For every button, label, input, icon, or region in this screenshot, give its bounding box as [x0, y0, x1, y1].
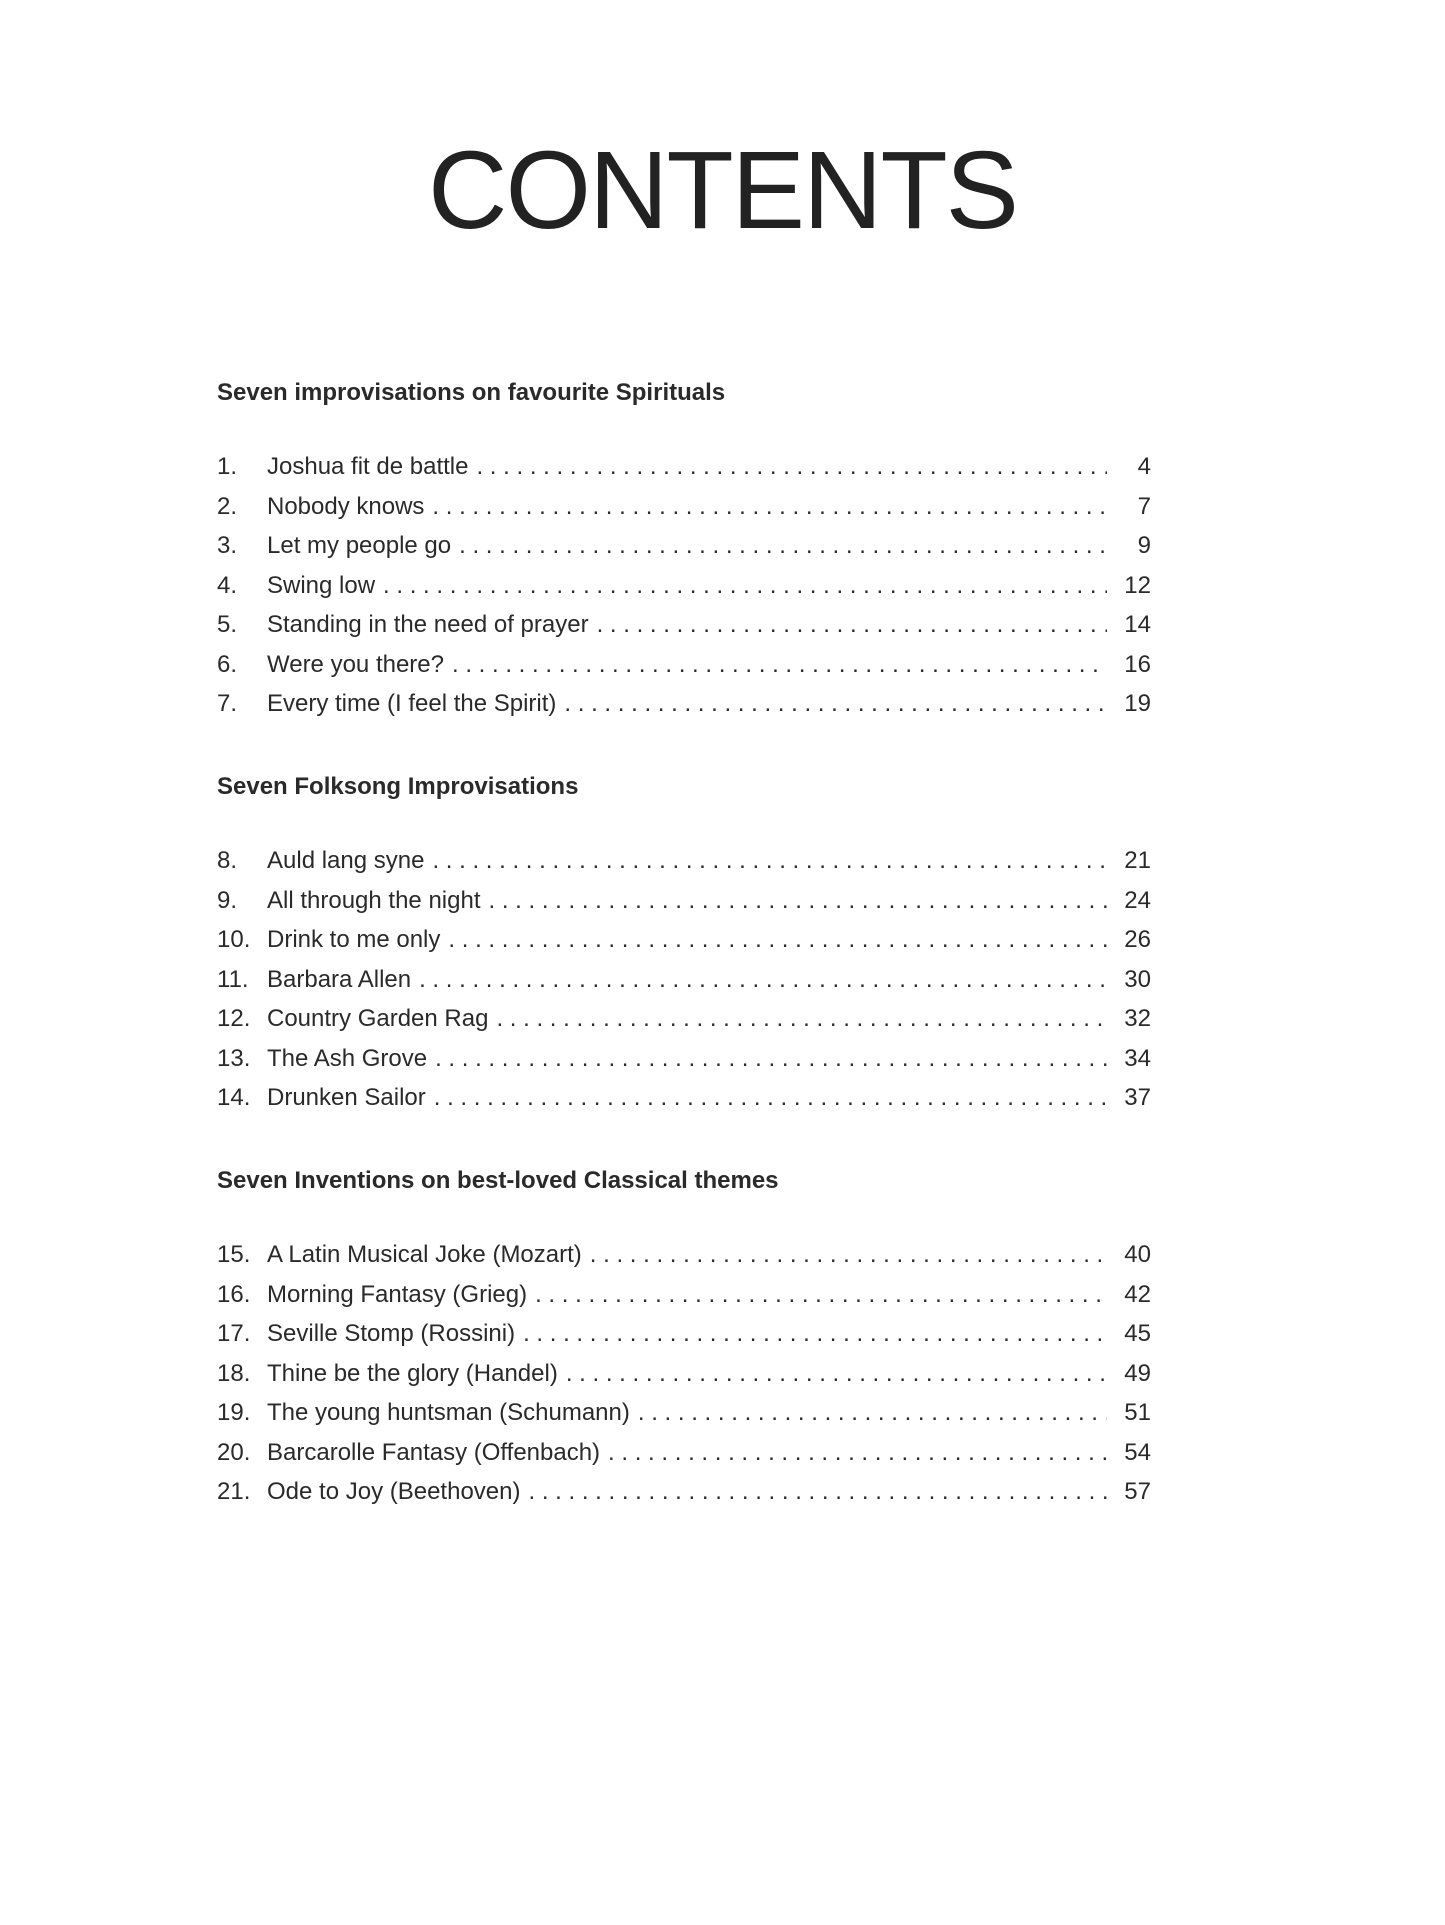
entry-page-number: 57 — [1124, 1478, 1151, 1505]
entry-page-number: 30 — [1124, 965, 1151, 993]
entry-list — [217, 447, 1151, 724]
dot-leader — [432, 841, 1107, 881]
entry-page-number: 45 — [1124, 1320, 1151, 1347]
entry-title: Country Garden Rag — [267, 1005, 489, 1032]
entry-number: 7. — [217, 690, 238, 717]
toc-entry[interactable] — [217, 447, 1151, 487]
section-heading: Seven improvisations on favourite Spirituals — [217, 379, 726, 406]
dot-leader — [448, 920, 1107, 960]
dot-leader — [432, 487, 1107, 527]
entry-title: Joshua fit de battle — [267, 453, 469, 480]
entry-page-number: 16 — [1124, 650, 1151, 678]
dot-leader — [434, 1078, 1107, 1118]
entry-number: 4. — [217, 571, 238, 599]
entry-page-number: 21 — [1124, 847, 1151, 874]
toc-entry[interactable] — [217, 1275, 1151, 1315]
entry-page-number: 19 — [1124, 690, 1151, 717]
entry-title: A Latin Musical Joke (Mozart) — [267, 1241, 582, 1268]
section-heading: Seven Inventions on best-loved Classical themes — [217, 1167, 779, 1194]
dot-leader — [435, 1039, 1107, 1079]
dot-leader — [523, 1314, 1107, 1354]
toc-entry[interactable] — [217, 487, 1151, 527]
entry-page-number: 14 — [1124, 611, 1151, 638]
entry-page-number: 7 — [1137, 492, 1151, 520]
entry-number: 14. — [217, 1084, 251, 1111]
entry-number: 13. — [217, 1044, 251, 1072]
entry-title: Morning Fantasy (Grieg) — [267, 1280, 528, 1308]
dot-leader — [638, 1393, 1107, 1433]
entry-title: Standing in the need of prayer — [267, 611, 589, 638]
section-heading: Seven Folksong Improvisations — [217, 773, 579, 800]
entry-number: 9. — [217, 886, 238, 914]
dot-leader — [496, 999, 1107, 1039]
toc-entry[interactable] — [217, 1472, 1151, 1512]
toc-entry[interactable] — [217, 841, 1151, 881]
entry-page-number: 51 — [1124, 1399, 1151, 1426]
entry-number: 10. — [217, 926, 251, 953]
toc-entry[interactable] — [217, 1039, 1151, 1079]
dot-leader — [488, 881, 1107, 921]
entry-number: 11. — [217, 965, 249, 993]
entry-number: 19. — [217, 1399, 251, 1426]
toc-entry[interactable] — [217, 645, 1151, 685]
entry-number: 2. — [217, 492, 238, 520]
entry-title: Swing low — [267, 571, 376, 599]
entry-title: All through the night — [267, 886, 481, 914]
toc-entry[interactable] — [217, 605, 1151, 645]
entry-title: The Ash Grove — [267, 1044, 428, 1072]
entry-number: 15. — [217, 1241, 251, 1268]
toc-entry[interactable] — [217, 999, 1151, 1039]
entry-number: 3. — [217, 532, 238, 559]
section-folksongs — [217, 771, 1151, 1118]
entry-title: Thine be the glory (Handel) — [267, 1359, 558, 1387]
entry-page-number: 40 — [1124, 1241, 1151, 1268]
dot-leader — [476, 447, 1107, 487]
dot-leader — [564, 684, 1107, 724]
dot-leader — [419, 960, 1107, 1000]
dot-leader — [383, 566, 1107, 606]
toc-entry[interactable] — [217, 1393, 1151, 1433]
page-title: CONTENTS — [428, 128, 1017, 252]
entry-page-number: 54 — [1124, 1438, 1151, 1466]
entry-title: Barcarolle Fantasy (Offenbach) — [267, 1438, 601, 1466]
entry-page-number: 26 — [1124, 926, 1151, 953]
entry-number: 20. — [217, 1438, 251, 1466]
toc-entry[interactable] — [217, 1354, 1151, 1394]
entry-number: 21. — [217, 1478, 251, 1505]
entry-page-number: 34 — [1124, 1044, 1151, 1072]
toc-entry[interactable] — [217, 881, 1151, 921]
dot-leader — [452, 645, 1107, 685]
entry-number: 12. — [217, 1005, 251, 1032]
dot-leader — [608, 1433, 1107, 1473]
entry-page-number: 42 — [1124, 1280, 1151, 1308]
entry-title: Were you there? — [267, 650, 444, 678]
entry-title: Auld lang syne — [267, 847, 425, 874]
entry-title: Ode to Joy (Beethoven) — [267, 1478, 521, 1505]
entry-page-number: 4 — [1137, 453, 1151, 480]
entry-page-number: 32 — [1124, 1005, 1151, 1032]
entry-number: 1. — [217, 453, 238, 480]
entry-number: 8. — [217, 847, 238, 874]
toc-entry[interactable] — [217, 1314, 1151, 1354]
toc-entry[interactable] — [217, 1078, 1151, 1118]
section-spirituals — [217, 377, 1151, 724]
entry-list — [217, 841, 1151, 1118]
dot-leader — [566, 1354, 1107, 1394]
entry-number: 5. — [217, 611, 238, 638]
entry-title: Drunken Sailor — [267, 1084, 426, 1111]
toc-entry[interactable] — [217, 920, 1151, 960]
entry-number: 6. — [217, 650, 238, 678]
entry-title: Seville Stomp (Rossini) — [267, 1320, 516, 1347]
toc-entry[interactable] — [217, 960, 1151, 1000]
entry-page-number: 24 — [1124, 886, 1151, 914]
entry-title: Nobody knows — [267, 492, 425, 520]
dot-leader — [535, 1275, 1107, 1315]
entry-title: Every time (I feel the Spirit) — [267, 690, 557, 717]
section-classical — [217, 1165, 1151, 1512]
dot-leader — [597, 605, 1107, 645]
entry-title: Drink to me only — [267, 926, 441, 953]
toc-entry[interactable] — [217, 566, 1151, 606]
entry-title: The young huntsman (Schumann) — [267, 1399, 630, 1426]
entry-page-number: 9 — [1137, 532, 1151, 559]
toc-entry[interactable] — [217, 684, 1151, 724]
toc-entry[interactable] — [217, 526, 1151, 566]
entry-number: 16. — [217, 1280, 251, 1308]
entry-title: Barbara Allen — [267, 965, 412, 993]
entry-list — [217, 1235, 1151, 1512]
entry-page-number: 12 — [1124, 571, 1151, 599]
dot-leader — [459, 526, 1107, 566]
entry-number: 18. — [217, 1359, 251, 1387]
dot-leader — [590, 1235, 1107, 1275]
dot-leader — [528, 1472, 1107, 1512]
toc-entry[interactable] — [217, 1433, 1151, 1473]
entry-page-number: 49 — [1124, 1359, 1151, 1387]
entry-page-number: 37 — [1124, 1084, 1151, 1111]
entry-number: 17. — [217, 1320, 251, 1347]
entry-title: Let my people go — [267, 532, 452, 559]
toc-entry[interactable] — [217, 1235, 1151, 1275]
